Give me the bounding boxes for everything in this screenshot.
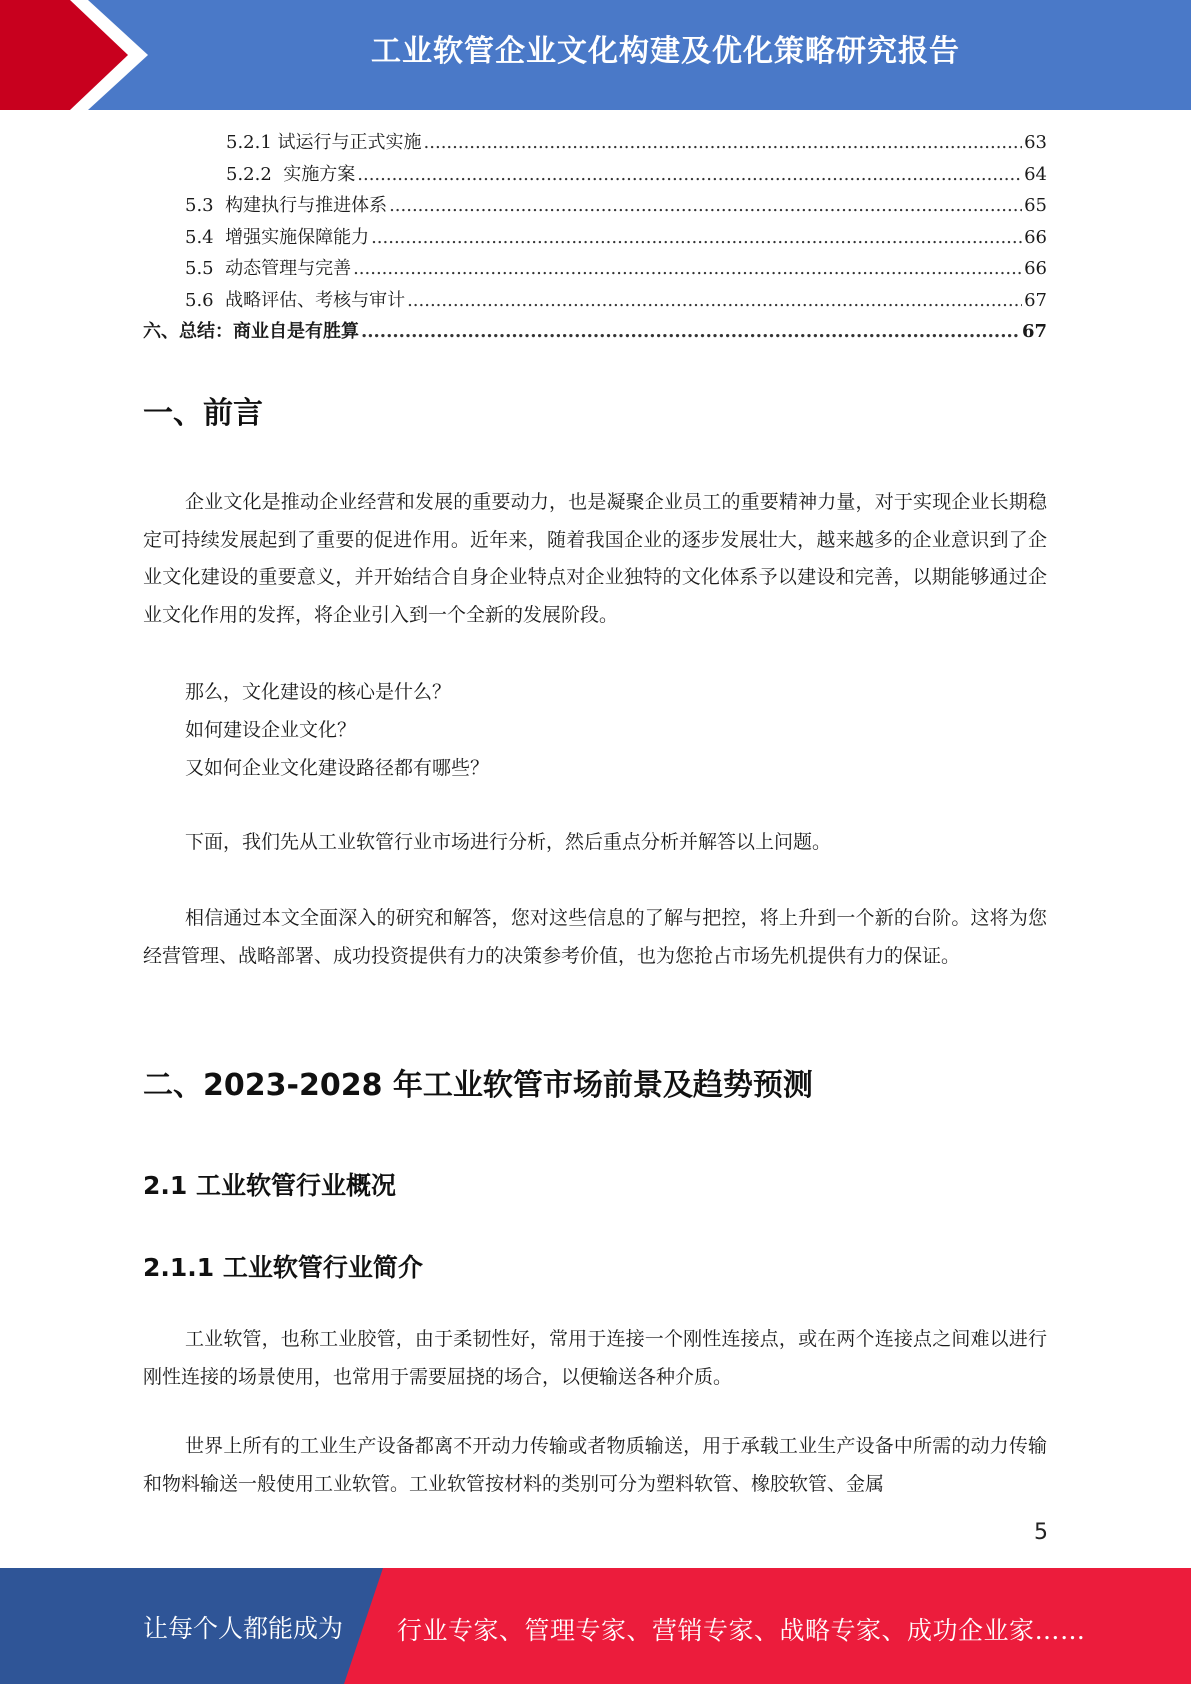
table-of-contents <box>143 128 1047 349</box>
question-line: 那么，文化建设的核心是什么？ <box>185 681 452 703</box>
toc-entry[interactable]: 5.2.2 实施方案 ..... 64 <box>143 160 1047 192</box>
paragraph: 世界上所有的工业生产设备都离不开动力传输或者物质输送，用于承载工业生产设备中所需的动力传输和物料输送一般使用工业软管。工业软管按材料的类别可分为塑料软管、橡胶软管、金属 <box>143 1435 1047 1495</box>
toc-leader <box>371 227 1022 248</box>
toc-entry[interactable]: 5.2.1 试运行与正式实施 ..... 63 <box>143 128 1047 160</box>
subsection-heading: 2.1.1 工业软管行业简介 <box>143 1253 423 1282</box>
toc-leader <box>353 258 1022 279</box>
page-header <box>0 0 1191 110</box>
page-number: 5 <box>1034 1520 1048 1545</box>
toc-entry[interactable]: 5.6 战略评估、考核与审计 ..... 67 <box>143 286 1047 318</box>
toc-entry[interactable]: 5.4 增强实施保障能力 ..... 66 <box>143 223 1047 255</box>
paragraph: 相信通过本文全面深入的研究和解答，您对这些信息的了解与把控，将上升到一个新的台阶。这将为您经营管理、战略部署、成功投资提供有力的决策参考价值，也为您抢占市场先机提供有力的保证。 <box>143 907 1047 967</box>
page-footer <box>0 1568 1191 1684</box>
question-line: 如何建设企业文化？ <box>185 719 357 741</box>
question-line: 又如何企业文化建设路径都有哪些？ <box>185 757 490 779</box>
toc-entry[interactable]: 5.5 动态管理与完善 ..... 66 <box>143 254 1047 286</box>
footer-slogan-right: 行业专家、管理专家、营销专家、战略专家、成功企业家…… <box>397 1616 1086 1645</box>
toc-leader <box>361 321 1020 342</box>
toc-entry[interactable]: 六、总结：商业自是有胜算 ..... 67 <box>143 317 1047 349</box>
subsection-heading: 2.1 工业软管行业概况 <box>143 1171 396 1200</box>
toc-leader <box>407 290 1022 311</box>
section-heading-preface: 一、前言 <box>143 396 263 431</box>
toc-leader <box>424 132 1023 153</box>
toc-leader <box>389 195 1022 216</box>
section-heading-market: 二、2023-2028 年工业软管市场前景及趋势预测 <box>143 1068 813 1103</box>
paragraph: 企业文化是推动企业经营和发展的重要动力，也是凝聚企业员工的重要精神力量，对于实现企业长期稳定可持续发展起到了重要的促进作用。近年来，随着我国企业的逐步发展壮大，越来越多的企业意识到了企业文化建设的重要意义，并开始结合自身企业特点对企业独特的文化体系予以建设和完善，以期能够通过企业文化作用的发挥，将企业引入到一个全新的发展阶段。 <box>143 491 1047 626</box>
toc-leader <box>357 164 1022 185</box>
document-title: 工业软管企业文化构建及优化策略研究报告 <box>371 34 960 69</box>
toc-entry[interactable]: 5.3 构建执行与推进体系 ..... 65 <box>143 191 1047 223</box>
paragraph: 工业软管，也称工业胶管，由于柔韧性好，常用于连接一个刚性连接点，或在两个连接点之间难以进行刚性连接的场景使用，也常用于需要屈挠的场合，以便输送各种介质。 <box>143 1328 1047 1388</box>
footer-slogan-left: 让每个人都能成为 <box>143 1614 344 1643</box>
paragraph: 下面，我们先从工业软管行业市场进行分析，然后重点分析并解答以上问题。 <box>185 831 832 853</box>
